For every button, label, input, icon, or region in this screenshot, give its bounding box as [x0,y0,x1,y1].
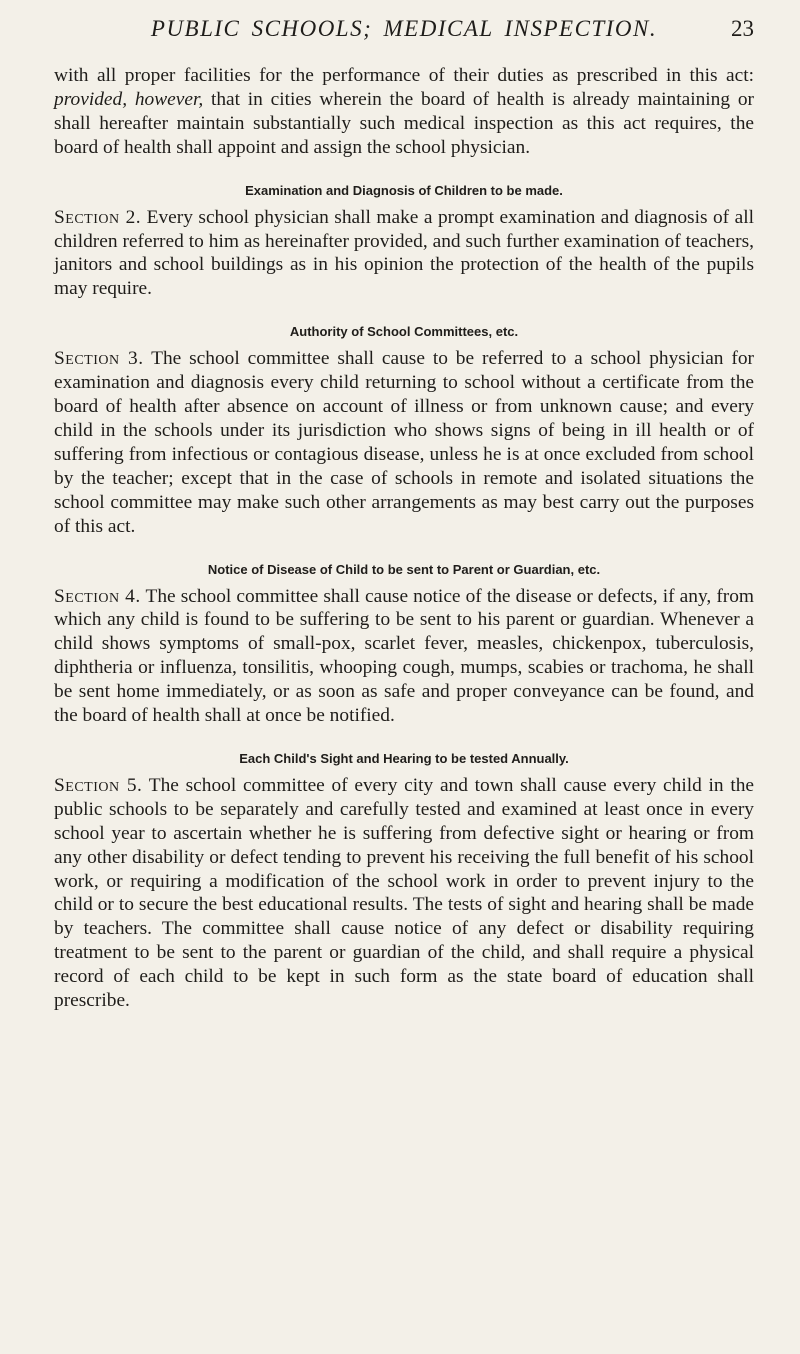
section-5-heading: Each Child's Sight and Hearing to be tested Annually. [239,750,569,766]
page-number: 23 [731,16,754,41]
section-2-paragraph [54,206,754,302]
section-2-label: Section 2. [54,206,142,228]
intro-paragraph [54,64,754,160]
section-5-label: Section 5. [54,774,143,796]
section-4-text: The school committee shall cause notice of the disease or defects, if any, from which any child is found to be suffering to be sent to his parent or guardian. Whenever a child shows symptoms of small-pox, scarlet fever, measles, chickenpox, tuberculosis, diphtheria or influenza, tonsilitis, whooping cough, mumps, scabies or trachoma, he shall be sent home immediately, or as soon as safe and proper conveyance can be found, and the board of health shall at once be notified. [54,585,755,727]
section-4-heading: Notice of Disease of Child to be sent to Parent or Guardian, etc. [207,561,601,577]
section-3-paragraph [54,347,754,538]
section-2-text: Every school physician shall make a prompt examination and diagnosis of all children referred to him as hereinafter provided, and such further examination of teachers, janitors and school buildings as in his opinion the protection of the health of the pupils may require. [54,206,754,300]
section-4-label: Section 4. [54,585,141,607]
section-3-text: The school committee shall cause to be referred to a school physician for examination and diagnosis every child returning to school without a certificate from the board of health after absence on account of illness or from unknown cause; and every child in the schools under its jurisdiction who shows signs of being in ill health or of suffering from infectious or contagious disease, unless he is at once excluded from school by the teacher; except that in the case of schools in remote and isolated situations the school committee may make such other arrangements as may best carry out the purposes of this act. [54,348,755,537]
intro-text-before: with all proper facilities for the performance of their duties as prescribed in this act: [54,65,754,86]
section-3-heading: Authority of School Committees, etc. [289,324,519,340]
section-5-paragraph [54,774,754,1013]
running-head [54,16,754,56]
section-3-label: Section 3. [54,348,144,370]
section-2-heading: Examination and Diagnosis of Children to be made. [245,182,563,198]
section-4-paragraph [54,585,754,728]
intro-proviso: provided, however, [54,88,204,110]
intro-text-after: that in cities wherein the board of health is already maintaining or shall hereafter maintain substantially such medical inspection as this act requires, the board of health shall appoint and assign the school physician. [54,88,754,158]
page-body [54,64,754,1013]
section-5-text: The school committee of every city and town shall cause every child in the public schools to be separately and carefully tested and examined at least once in every school year to ascertain whether he is suffering from defective sight or hearing or from any other disability or defect tending to prevent his receiving the full benefit of his school work, or requiring a modification of the school work in order to prevent injury to the child or to secure the best educational results. The tests of sight and hearing shall be made by teachers. The committee shall cause notice of any defect or disability requiring treatment to be sent to the parent or guardian of the child, and shall require a physical record of each child to be kept in such form as the state board of education shall prescribe. [54,774,755,1012]
running-head-title: PUBLIC SCHOOLS; MEDICAL INSPECTION. [150,16,658,41]
